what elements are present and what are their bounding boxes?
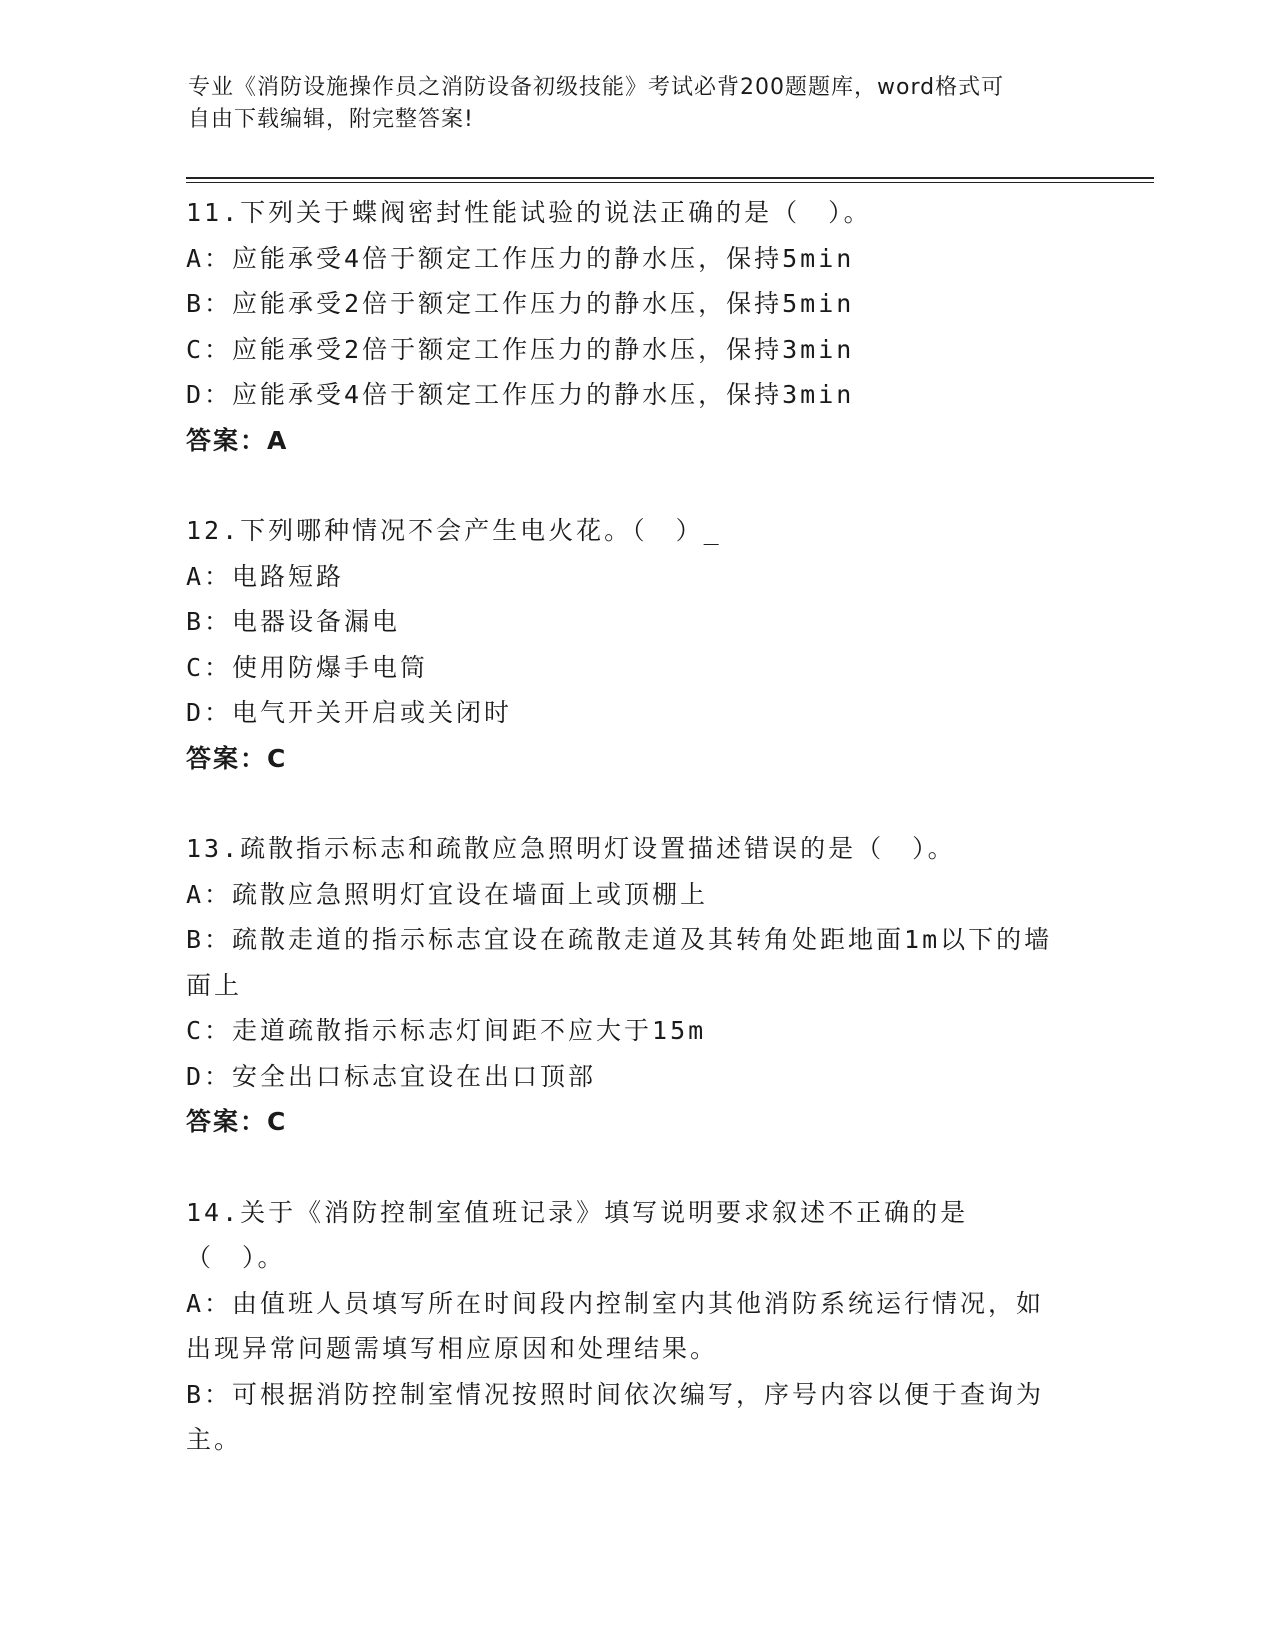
option-d: D：电气开关开启或关闭时 bbox=[186, 698, 513, 727]
answer-line: 答案：C bbox=[186, 1107, 288, 1136]
question-11 bbox=[186, 190, 1066, 463]
option-b: B：电器设备漏电 bbox=[186, 607, 401, 636]
answer-line: 答案：C bbox=[186, 743, 288, 773]
option-b: B：可根据消防控制室情况按照时间依次编写，序号内容以便于查询为主。 bbox=[186, 1379, 1045, 1454]
question-14 bbox=[186, 1190, 1066, 1463]
option-b: B：疏散走道的指示标志宜设在疏散走道及其转角处距地面1m以下的墙面上 bbox=[186, 925, 1053, 1000]
question-13 bbox=[186, 826, 1066, 1145]
header-line-1: 专业《消防设施操作员之消防设备初级技能》考试必背200题题库，word格式可 bbox=[188, 75, 1005, 100]
question-stem: 14.关于《消防控制室值班记录》填写说明要求叙述不正确的是（ ）。 bbox=[186, 1197, 969, 1272]
question-12 bbox=[186, 508, 1066, 781]
question-stem: 11.下列关于蝶阀密封性能试验的说法正确的是（ ）。 bbox=[186, 198, 872, 227]
question-stem: 12.下列哪种情况不会产生电火花。（ ）_ bbox=[186, 516, 722, 545]
header-divider-thick bbox=[186, 177, 1154, 179]
question-stem: 13.疏散指示标志和疏散应急照明灯设置描述错误的是（ ）。 bbox=[186, 834, 956, 863]
option-d: D：应能承受4倍于额定工作压力的静水压，保持3min bbox=[186, 380, 855, 409]
option-a: A：由值班人员填写所在时间段内控制室内其他消防系统运行情况，如出现异常问题需填写相应原因和处理结果。 bbox=[186, 1288, 1045, 1363]
option-d: D：安全出口标志宜设在出口顶部 bbox=[186, 1061, 597, 1091]
answer-line: 答案：A bbox=[186, 425, 289, 455]
option-c: C：使用防爆手电筒 bbox=[186, 652, 429, 682]
option-b: B：应能承受2倍于额定工作压力的静水压，保持5min bbox=[186, 289, 855, 318]
option-a: A：应能承受4倍于额定工作压力的静水压，保持5min bbox=[186, 243, 855, 273]
document-header bbox=[188, 72, 1068, 136]
header-divider-thin bbox=[186, 182, 1154, 183]
header-line-2: 自由下载编辑，附完整答案! bbox=[188, 107, 474, 132]
option-c: C：走道疏散指示标志灯间距不应大于15m bbox=[186, 1016, 707, 1045]
option-c: C：应能承受2倍于额定工作压力的静水压，保持3min bbox=[186, 334, 855, 364]
question-list bbox=[186, 190, 1066, 1508]
option-a: A：电路短路 bbox=[186, 561, 345, 591]
option-a: A：疏散应急照明灯宜设在墙面上或顶棚上 bbox=[186, 879, 709, 909]
